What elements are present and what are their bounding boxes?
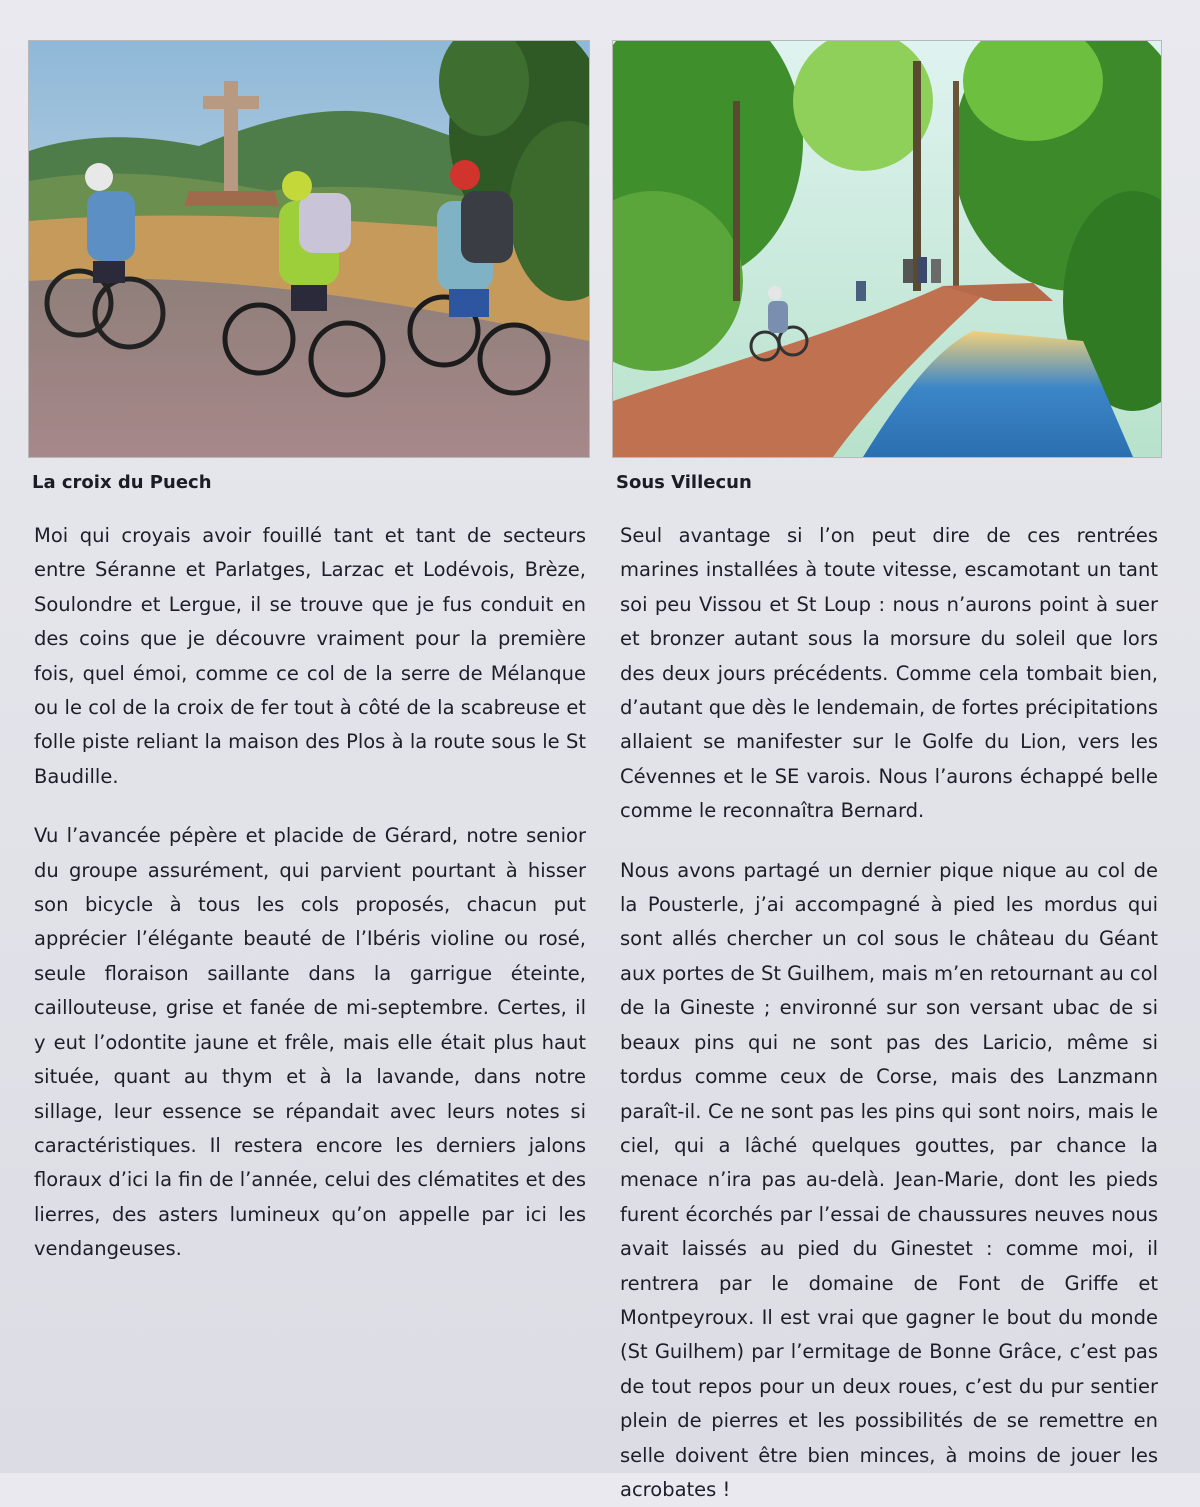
paragraph: Nous avons partagé un dernier pique nique au col de la Pousterle, j’ai accompagné à pied les mordus qui sont allés chercher un col sous le château du Géant aux portes de St Guilhem, mais m’en retournant au col de la Gineste ; environné sur son versant ubac de si beaux pins qui ne sont pas des Laricio, même si tordus comme ceux de Corse, mais des Lanzmann paraît-il. Ce ne sont pas les pins qui sont noirs, mais le ciel, qui a lâché quelques gouttes, par chance la menace n’ira pas au-delà. Jean-Marie, dont les pieds furent écorchés par l’essai de chaussures neuves nous avait laissés au pied du Ginestet : comme moi, il rentrera par le domaine de Font de Griffe et Montpeyroux. Il est vrai que gagner le bout du monde (St Guilhem) par l’ermitage de Bonne Grâce, c’est pas de tout repos pour un deux roues, c’est du pur sentier plein de pierres et les possibilités de se remettre en selle doivent être bien minces, à moins de jouer les acrobates !: [620, 858, 1158, 1501]
right-column: [612, 40, 1160, 1507]
left-column: [28, 40, 588, 1267]
photo-caption-left: La croix du Puech: [32, 472, 212, 493]
paragraph: Vu l’avancée pépère et placide de Gérard, notre senior du groupe assurément, qui parvient pourtant à hisser son bicycle à tous les cols proposés, chacun put apprécier l’élégante beauté de l’Ibéris violine ou rosé, seule floraison saillante dans la garrigue éteinte, caillouteuse, grise et fanée de mi-septembre. Certes, il y eut l’odontite jaune et frêle, mais elle était plus haut située, quant au thym et à la lavande, dans notre sillage, leur essence se répandait avec leurs notes si caractéristiques. Il restera encore les derniers jalons floraux d’ici la fin de l’année, celui des clématites et des lierres, des asters lumineux qu’on appelle par ici les vendangeuses.: [34, 824, 586, 1261]
photo-caption-right: Sous Villecun: [616, 472, 752, 493]
riders-on-forest-track-photo: [612, 40, 1162, 458]
paragraph: Moi qui croyais avoir fouillé tant et tant de secteurs entre Séranne et Parlatges, Larzac et Lodévois, Brèze, Soulondre et Lergue, il se trouve que je fus conduit en des coins que je découvre vraiment pour la première fois, quel émoi, comme ce col de la serre de Mélanque ou le col de la croix de fer tout à côté de la scabreuse et folle piste reliant la maison des Plos à la route sous le St Baudille.: [34, 524, 586, 788]
cyclists-at-stone-cross-photo: [28, 40, 590, 458]
paragraph: Seul avantage si l’on peut dire de ces rentrées marines installées à toute vitesse, escamotant un tant soi peu Vissou et St Loup : nous n’aurons point à suer et bronzer autant sous la morsure du soleil que lors des deux jours précédents. Comme cela tombait bien, d’autant que dès le lendemain, de fortes précipitations allaient se manifester sur le Golfe du Lion, vers les Cévennes et le SE varois. Nous l’aurons échappé belle comme le reconnaîtra Bernard.: [620, 524, 1158, 823]
